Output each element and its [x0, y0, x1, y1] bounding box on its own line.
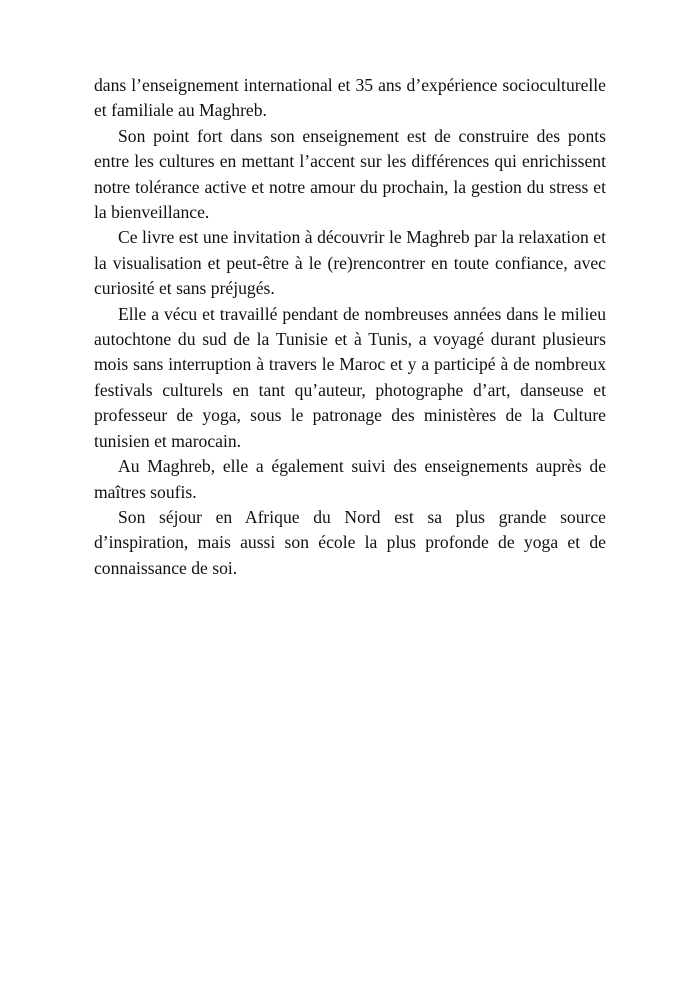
paragraph-continuation: dans l’enseignement international et 35 ans d’expérience socioculturelle et familiale au Maghreb. [94, 75, 606, 121]
paragraph-life-in-tunisia: Elle a vécu et travaillé pendant de nombreuses années dans le milieu autochtone du sud de la Tunisie et à Tunis, a voyagé durant plusieurs mois sans interruption à travers le Maroc et y a participé à de nombreux festivals culturels en tant qu’auteur, photographe d’art, danseuse et professeur de yoga, sous le patronage des ministères de la Culture tunisien et marocain. [94, 303, 606, 451]
paragraph-book-invitation: Ce livre est une invitation à découvrir le Maghreb par la relaxation et la visualisation et peut-être à le (re)rencontrer en toute confiance, avec curiosité et sans préjugés. [94, 227, 606, 299]
paragraph-sufi-teachings: Au Maghreb, elle a également suivi des enseignements auprès de maîtres soufis. [94, 456, 606, 502]
body-text [94, 73, 606, 581]
paragraph-bridges-between-cultures: Son point fort dans son enseignement est de construire des ponts entre les cultures en mettant l’accent sur les différences qui enrichissent notre tolérance active et notre amour du prochain, la gestion du stress et la bienveillance. [94, 125, 606, 223]
paragraph-north-africa-inspiration: Son séjour en Afrique du Nord est sa plus grande source d’inspiration, mais aussi son école la plus profonde de yoga et de connaissance de soi. [94, 506, 606, 578]
